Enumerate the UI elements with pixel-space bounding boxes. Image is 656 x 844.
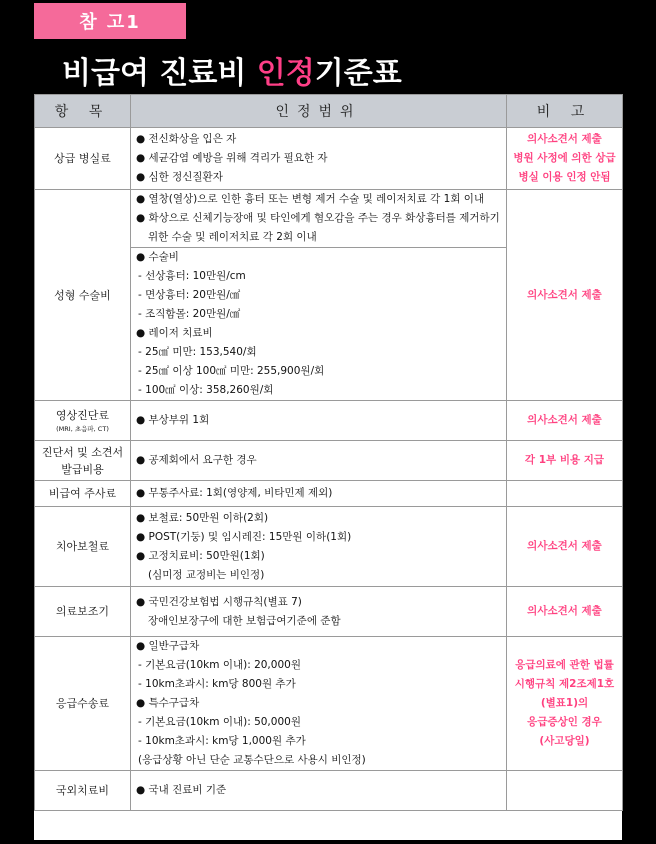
header-note: 비 고 bbox=[507, 95, 623, 128]
row-item: 국외치료비 bbox=[35, 771, 131, 811]
table-row bbox=[35, 128, 623, 190]
row-item: 영상진단료 (MRI, 초음파, CT) bbox=[35, 401, 131, 441]
scope-line: - 25㎠ 미만: 153,540/회 bbox=[136, 343, 502, 362]
row-item: 응급수송료 bbox=[35, 637, 131, 771]
scope-line: ● 심한 정신질환자 bbox=[136, 168, 502, 187]
scope-line: ● 세균감염 예방을 위해 격리가 필요한 자 bbox=[136, 149, 502, 168]
note-line: 병원 사정에 의한 상급 bbox=[513, 152, 616, 164]
row-item: 상급 병실료 bbox=[35, 128, 131, 190]
scope-line: ● 무통주사료: 1회(영양제, 비타민제 제외) bbox=[136, 484, 502, 503]
scope-line: - 100㎠ 이상: 358,260원/회 bbox=[136, 381, 502, 400]
row-note bbox=[507, 190, 623, 401]
row-scope bbox=[131, 190, 507, 248]
row-item-sub: (MRI, 초음파, CT) bbox=[56, 425, 109, 433]
scope-line: ● 국내 진료비 기준 bbox=[136, 781, 502, 800]
scope-line: - 25㎠ 이상 100㎠ 미만: 255,900원/회 bbox=[136, 362, 502, 381]
row-note bbox=[507, 128, 623, 190]
table-row bbox=[35, 401, 623, 441]
table-row bbox=[35, 771, 623, 811]
table-row bbox=[35, 507, 623, 587]
scope-line: (응급상황 아닌 단순 교통수단으로 사용시 비인정) bbox=[138, 754, 366, 766]
table-row bbox=[35, 587, 623, 637]
scope-line: ● 일반구급차 bbox=[136, 637, 502, 656]
scope-line: ● 고정치료비: 50만원(1회) bbox=[136, 547, 502, 566]
title-highlight: 인정 bbox=[256, 56, 315, 91]
row-note bbox=[507, 587, 623, 637]
row-item: 치아보철료 bbox=[35, 507, 131, 587]
table-row bbox=[35, 441, 623, 481]
table-row bbox=[35, 190, 623, 248]
scope-line: 위한 수술 및 레이저치료 각 2회 이내 bbox=[148, 231, 317, 243]
scope-line: - 10km초과시: km당 1,000원 추가 bbox=[136, 732, 502, 751]
scope-line: - 10km초과시: km당 800원 추가 bbox=[136, 675, 502, 694]
table-row bbox=[35, 637, 623, 771]
row-item: 진단서 및 소견서 발급비용 bbox=[35, 441, 131, 481]
row-item: 비급여 주사료 bbox=[35, 481, 131, 507]
criteria-table-wrap bbox=[34, 94, 622, 840]
header-row bbox=[35, 95, 623, 128]
row-scope bbox=[131, 771, 507, 811]
scope-line: ● 보철료: 50만원 이하(2회) bbox=[136, 509, 502, 528]
note-line: 의사소견서 제출 bbox=[527, 133, 602, 145]
row-scope bbox=[131, 128, 507, 190]
row-note bbox=[507, 481, 623, 507]
criteria-table bbox=[34, 94, 623, 811]
scope-line: - 선상흉터: 10만원/cm bbox=[136, 267, 502, 286]
note-line: (사고당일) bbox=[539, 735, 590, 747]
reference-tag: 참 고1 bbox=[34, 3, 186, 39]
row-note bbox=[507, 771, 623, 811]
note-line: 의사소견서 제출 bbox=[527, 605, 602, 617]
scope-line: ● 레이저 치료비 bbox=[136, 324, 502, 343]
scope-line: ● 전신화상을 입은 자 bbox=[136, 130, 502, 149]
title-pre: 비급여 진료비 bbox=[62, 56, 257, 91]
scope-line: (심미정 교정비는 비인정) bbox=[148, 568, 265, 581]
row-scope bbox=[131, 401, 507, 441]
header-scope: 인정범위 bbox=[131, 95, 507, 128]
row-scope bbox=[131, 481, 507, 507]
scope-line: ● 국민건강보험법 시행규칙(별표 7) bbox=[136, 593, 502, 612]
scope-line: ● POST(기둥) 및 임시레진: 15만원 이하(1회) bbox=[136, 528, 502, 547]
scope-line: - 면상흉터: 20만원/㎠ bbox=[136, 286, 502, 305]
note-line: 병실 이용 인정 안됨 bbox=[518, 171, 611, 183]
note-line: 응급증상인 경우 bbox=[527, 716, 602, 728]
page-title bbox=[62, 48, 402, 90]
row-scope bbox=[131, 248, 507, 401]
table-row bbox=[35, 481, 623, 507]
row-item: 의료보조기 bbox=[35, 587, 131, 637]
scope-line: - 조직함몰: 20만원/㎠ bbox=[136, 305, 502, 324]
row-note bbox=[507, 401, 623, 441]
row-scope bbox=[131, 507, 507, 587]
note-line: (별표1)의 bbox=[540, 697, 589, 709]
row-note bbox=[507, 507, 623, 587]
row-item: 성형 수술비 bbox=[35, 190, 131, 401]
row-scope bbox=[131, 441, 507, 481]
scope-line: ● 수술비 bbox=[136, 248, 502, 267]
scope-line: ● 화상으로 신체기능장애 및 타인에게 혐오감을 주는 경우 화상흉터를 제거하기 bbox=[136, 209, 502, 228]
scope-line: - 기본요금(10km 이내): 20,000원 bbox=[136, 656, 502, 675]
header-item: 항 목 bbox=[35, 95, 131, 128]
note-line: 응급의료에 관한 법률 bbox=[515, 659, 614, 671]
row-scope bbox=[131, 637, 507, 771]
scope-line: ● 부상부위 1회 bbox=[136, 411, 502, 430]
row-note bbox=[507, 441, 623, 481]
note-line: 의사소견서 제출 bbox=[527, 288, 602, 301]
title-post: 기준표 bbox=[314, 56, 402, 91]
note-line: 각 1부 비용 지급 bbox=[524, 454, 605, 466]
scope-line: ● 열창(열상)으로 인한 흉터 또는 변형 제거 수술 및 레이저치료 각 1회 이내 bbox=[136, 190, 502, 209]
scope-line: - 기본요금(10km 이내): 50,000원 bbox=[136, 713, 502, 732]
scope-line: ● 공제회에서 요구한 경우 bbox=[136, 451, 502, 470]
note-line: 시행규칙 제2조제1호 bbox=[514, 678, 615, 690]
note-line: 의사소견서 제출 bbox=[527, 540, 602, 552]
row-scope bbox=[131, 587, 507, 637]
scope-line: ● 특수구급차 bbox=[136, 694, 502, 713]
row-note bbox=[507, 637, 623, 771]
note-line: 의사소견서 제출 bbox=[527, 414, 602, 426]
scope-line: 장애인보장구에 대한 보험급여기준에 준함 bbox=[148, 614, 341, 627]
